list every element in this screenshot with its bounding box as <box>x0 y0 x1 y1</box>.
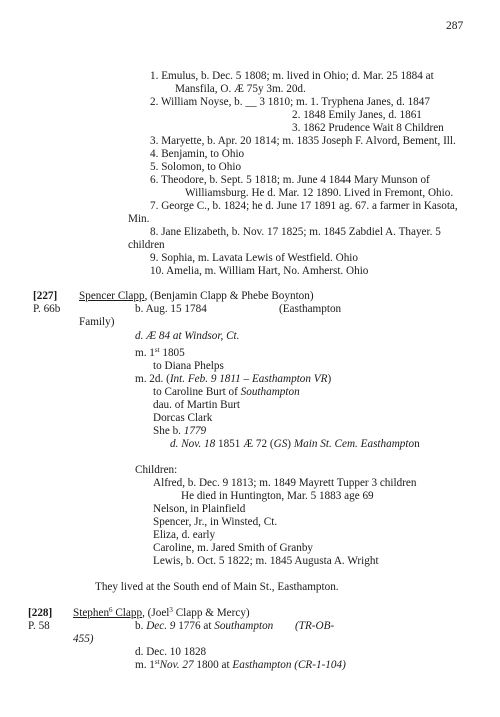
entry-228-birth: b. Dec. 9 1776 at Southampton <box>135 620 274 632</box>
entry-228-birth-ref: (TR-OB- <box>295 620 335 632</box>
entry-227-child-1: Alfred, b. Dec. 9 1813; m. 1849 Mayrett Tupper 3 children <box>153 477 417 489</box>
entry-227-heading <box>79 290 314 303</box>
child-7-line1: 7. George C., b. 1824; he d. June 17 1891 ag. 67. a farmer in Kasota, <box>150 200 458 212</box>
entry-227-birth-place: (Easthampton <box>279 303 342 315</box>
entry-227-marriage-1: m. 1st 1805 <box>135 346 185 359</box>
entry-227-child-2: Nelson, in Plainfield <box>153 503 246 515</box>
child-7-line2: Min. <box>128 213 150 225</box>
entry-227-name: Spencer Clapp <box>79 290 145 302</box>
page-number: 287 <box>446 20 464 32</box>
child-9: 9. Sophia, m. Lavata Lewis of Westfield. Ohio <box>150 252 358 264</box>
entry-228-heading: Stephen$^6$ Clapp, (Joel$^3$ Clapp & Mercy) <box>73 606 250 619</box>
entry-227-child-6: Lewis, b. Oct. 5 1822; m. 1845 Augusta A. Wright <box>153 555 379 567</box>
child-2-line1: 2. William Noyse, b. __ 3 1810; m. 1. Tryphena Janes, d. 1847 <box>150 96 430 108</box>
child-8-line2: children <box>128 239 165 251</box>
entry-227-death: d. Æ 84 at Windsor, Ct. <box>135 330 240 342</box>
entry-227-child-4: Eliza, d. early <box>153 529 216 541</box>
child-6-line2: Williamsburg. He d. Mar. 12 1890. Lived in Fremont, Ohio. <box>185 187 454 199</box>
entry-228-birth-ref-cont: 455) <box>73 633 94 645</box>
entry-227-spouse-2-death: d. Nov. 18 1851 Æ 72 (GS) Main St. Cem. Easthampton <box>170 438 420 450</box>
entry-228-page-ref: P. 58 <box>28 620 50 632</box>
child-4: 4. Benjamin, to Ohio <box>150 148 245 160</box>
entry-227-birth: b. Aug. 15 1784 <box>135 303 207 315</box>
entry-228-name: Stephen$^6$ Clapp <box>73 606 143 619</box>
child-10: 10. Amelia, m. William Hart, No. Amherst. Ohio <box>150 265 369 277</box>
child-1-line1: 1. Emulus, b. Dec. 5 1808; m. lived in Ohio; d. Mar. 25 1884 at <box>150 70 434 82</box>
entry-227-child-5: Caroline, m. Jared Smith of Granby <box>153 542 314 554</box>
entry-227-child-3: Spencer, Jr., in Winsted, Ct. <box>153 516 278 528</box>
child-1-line2: Mansfila, O. Æ 75y 3m. 20d. <box>175 83 306 95</box>
entry-228-death: d. Dec. 10 1828 <box>135 646 207 658</box>
entry-227-parents: , (Benjamin Clapp & Phebe Boynton) <box>144 290 314 302</box>
entry-227-note: They lived at the South end of Main St., Easthampton. <box>95 581 339 593</box>
child-6-line1: 6. Theodore, b. Sept. 5 1818; m. June 4 1844 Mary Munson of <box>150 174 430 186</box>
child-2-line2: 2. 1848 Emily Janes, d. 1861 <box>292 109 422 121</box>
entry-227-marriage-2: m. 2d. (Int. Feb. 9 1811 – Easthampton VR) <box>135 373 332 385</box>
entry-227-page-ref: P. 66b <box>33 303 61 315</box>
child-8-line1: 8. Jane Elizabeth, b. Nov. 17 1825; m. 1845 Zabdiel A. Thayer. 5 <box>150 226 441 238</box>
entry-227-children-label: Children: <box>135 464 178 476</box>
entry-227-spouse-2-mother: Dorcas Clark <box>153 412 213 424</box>
entry-227-spouse-2: to Caroline Burt of Southampton <box>153 386 300 398</box>
child-3: 3. Maryette, b. Apr. 20 1814; m. 1835 Joseph F. Alvord, Bement, Ill. <box>150 135 456 147</box>
entry-227-number: [227] <box>33 290 58 302</box>
child-2-line3: 3. 1862 Prudence Wait 8 Children <box>292 122 444 134</box>
entry-228-number: [228] <box>28 607 53 619</box>
entry-227-spouse-2-father: dau. of Martin Burt <box>153 399 240 411</box>
entry-227-birth-place-cont: Family) <box>79 316 115 328</box>
child-5: 5. Solomon, to Ohio <box>150 161 242 173</box>
entry-228-marriage: m. 1stNov. 27 1800 at Easthampton (CR-1-104) <box>135 658 346 671</box>
entry-227-spouse-2-birth: She b. 1779 <box>153 425 207 437</box>
entry-227-spouse-1: to Diana Phelps <box>153 360 224 372</box>
entry-227-child-1-note: He died in Huntington, Mar. 5 1883 age 69 <box>181 490 374 502</box>
